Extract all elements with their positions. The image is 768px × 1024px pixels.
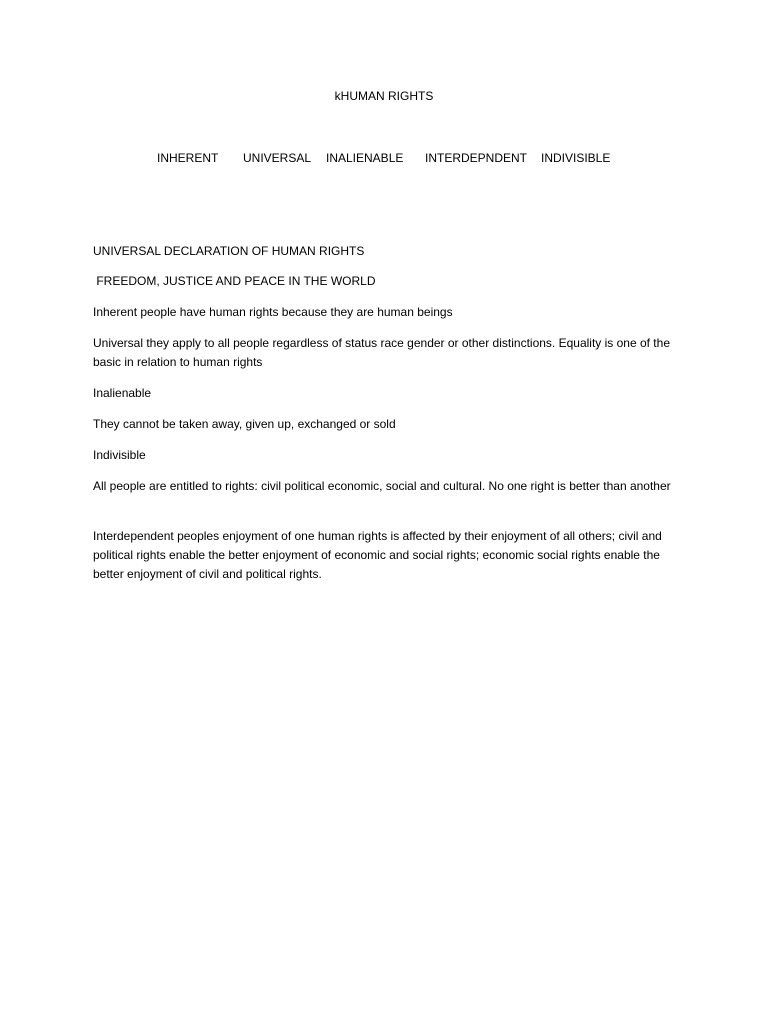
principle-inherent: INHERENT — [157, 151, 219, 165]
paragraph-inalienable: They cannot be taken away, given up, exchanged or sold — [93, 417, 396, 431]
paragraph-universal: Universal they apply to all people regardless of status race gender or other distinctions. Equality is one of the basic in relation to human rights — [93, 336, 670, 369]
paragraph-interdependent: Interdependent peoples enjoyment of one human rights is affected by their enjoyment of all others; civil and political rights enable the better enjoyment of economic and social rights; economic social rights enable the better enjoyment of civil and political rights. — [93, 529, 662, 581]
principle-indivisible: INDIVISIBLE — [541, 151, 611, 165]
paragraph-inherent: Inherent people have human rights because they are human beings — [93, 305, 453, 319]
paragraph-indivisible-heading: Indivisible — [93, 448, 146, 462]
principles-row — [0, 149, 768, 167]
principle-interdependent: INTERDEPNDENT — [425, 151, 528, 165]
document-title: kHUMAN RIGHTS — [334, 89, 434, 103]
paragraph-indivisible: All people are entitled to rights: civil political economic, social and cultural. No one right is better than another — [93, 479, 671, 493]
section-heading: UNIVERSAL DECLARATION OF HUMAN RIGHTS — [93, 244, 365, 258]
paragraph-inalienable-heading: Inalienable — [93, 386, 152, 400]
principle-universal: UNIVERSAL — [243, 151, 312, 165]
section-subheading: FREEDOM, JUSTICE AND PEACE IN THE WORLD — [93, 274, 376, 288]
principle-inalienable: INALIENABLE — [326, 151, 404, 165]
